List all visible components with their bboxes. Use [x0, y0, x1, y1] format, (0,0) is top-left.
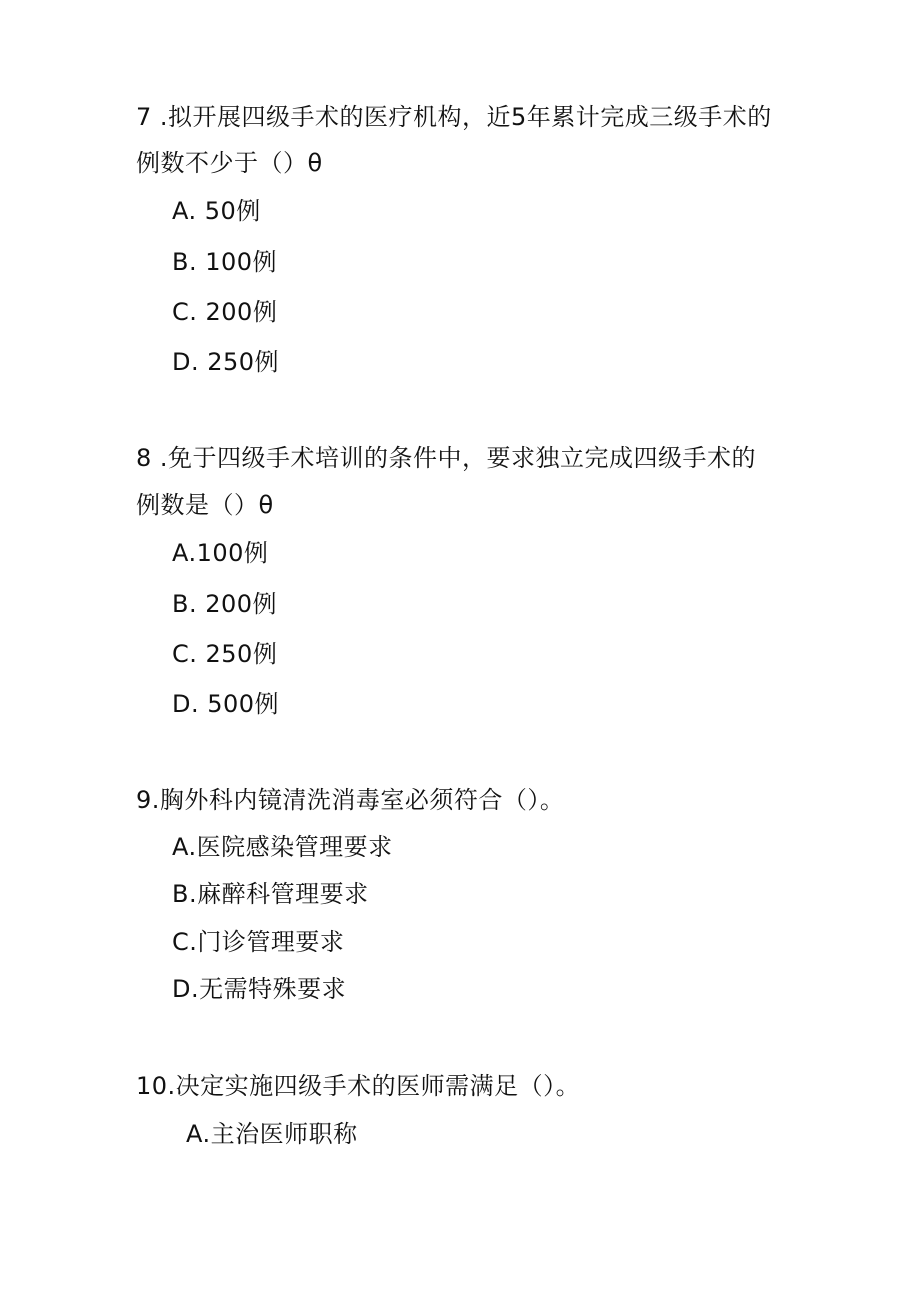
- question-9-option-b: B.麻醉科管理要求: [172, 880, 369, 908]
- question-9-option-c: C.门诊管理要求: [172, 928, 345, 956]
- question-7-option-a: A. 50例: [172, 197, 261, 225]
- question-7-text-line-1: 7 .拟开展四级手术的医疗机构，近5年累计完成三级手术的: [136, 103, 772, 131]
- question-7-text-line-2: 例数不少于（）θ: [136, 149, 323, 177]
- question-7-option-c: C. 200例: [172, 298, 278, 326]
- question-8-text-line-2: 例数是（）θ: [136, 491, 274, 519]
- question-9-option-d: D.无需特殊要求: [172, 975, 347, 1003]
- question-10-option-a: A.主治医师职称: [186, 1120, 358, 1148]
- question-8-option-b: B. 200例: [172, 590, 278, 618]
- question-10-text-line-1: 10.决定实施四级手术的医师需满足（）。: [136, 1072, 581, 1100]
- question-8-option-a: A.100例: [172, 539, 269, 567]
- question-7-option-b: B. 100例: [172, 248, 278, 276]
- question-8-option-c: C. 250例: [172, 640, 278, 668]
- question-9-option-a: A.医院感染管理要求: [172, 833, 393, 861]
- question-9-text-line-1: 9.胸外科内镜清洗消毒室必须符合（）。: [136, 786, 565, 814]
- question-8-option-d: D. 500例: [172, 690, 280, 718]
- question-7-option-d: D. 250例: [172, 348, 280, 376]
- question-8-text-line-1: 8 .免于四级手术培训的条件中，要求独立完成四级手术的: [136, 444, 757, 472]
